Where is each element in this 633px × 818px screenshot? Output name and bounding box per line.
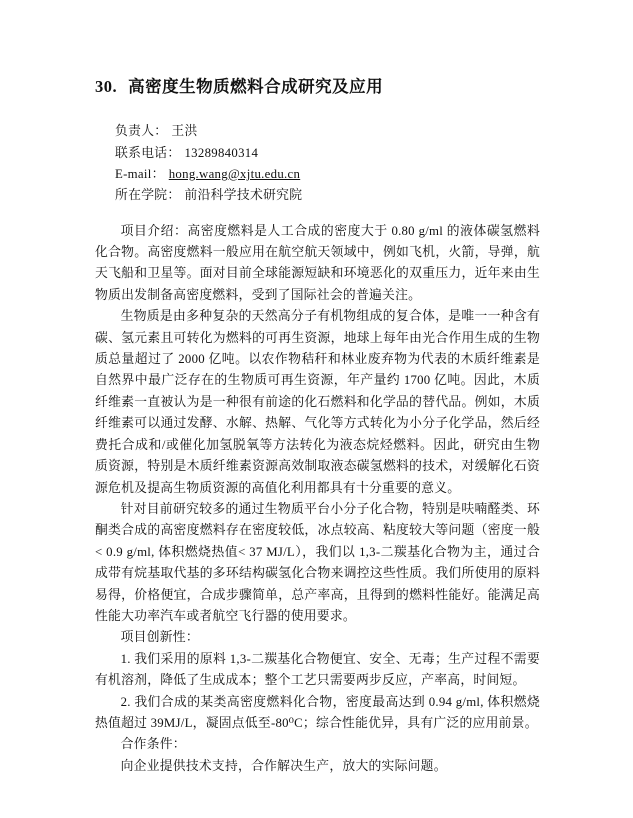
paragraph-biomass-background: 生物质是由多种复杂的天然高分子有机物组成的复合体，是唯一一种含有碳、氢元素且可转化为燃料的可再生资源，地球上每年由光合作用生成的生物质总量超过了 2000 亿吨。以农作物秸秆和林业废弃物为代表的木质纤维素是自然界中最广泛存在的生物质可再生资源，年产量约 1700 亿吨。因此，木质纤维素一直被认为是一种很有前途的化石燃料和化学品的替代品。例如，木质纤维素可以通过发酵、水解、热解、气化等方式转化为小分子化学品，然后经费托合成和/或催化加氢脱氧等方法转化为液态烷烃燃料。因此，研究由生物质资源，特别是木质纤维素资源高效制取液态碳氢燃料的技术，对缓解化石资源危机及提高生物质资源的高值化利用都具有十分重要的意义。 <box>95 309 540 495</box>
heading-innovation: 项目创新性： <box>120 630 199 645</box>
document-body <box>95 221 540 778</box>
paragraph-research-approach: 针对目前研究较多的通过生物质平台小分子化合物，特别是呋喃醛类、环酮类合成的高密度燃料存在密度较低，冰点较高、粘度较大等问题（密度一般< 0.9 g/ml, 体积燃烧热值< 37 MJ/L），我们以 1,3-二羰基化合物为主，通过合成带有烷基取代基的多环结构碳氢化合物来调控这些性质。我们所使用的原料易得，价格便宜，合成步骤简单，总产率高，且得到的燃料性能好。能满足高性能大功率汽车或者航空飞行器的使用要求。 <box>95 501 540 623</box>
phone-value: 13289840314 <box>184 145 259 160</box>
info-line-phone <box>115 143 540 164</box>
document-title <box>95 76 540 97</box>
phone-label: 联系电话： <box>115 145 181 160</box>
email-label: E-mail： <box>115 167 165 182</box>
paragraph-project-intro: 项目介绍：高密度燃料是人工合成的密度大于 0.80 g/ml 的液体碳氢燃料化合物。高密度燃料一般应用在航空航天领域中，例如飞机，火箭，导弹，航天飞船和卫星等。面对目前全球能源短缺和环境恶化的双重压力，近年来由生物质出发制备高密度燃料，受到了国际社会的普遍关注。 <box>95 223 540 302</box>
leader-value: 王洪 <box>171 124 198 139</box>
document-title-text: 高密度生物质燃料合成研究及应用 <box>128 77 384 96</box>
info-line-leader <box>115 121 540 142</box>
school-label: 所在学院： <box>115 188 181 203</box>
school-value: 前沿科学技术研究院 <box>184 188 303 203</box>
contact-info <box>115 121 540 206</box>
email-link[interactable]: hong.wang@xjtu.edu.cn <box>168 167 301 182</box>
info-line-email <box>115 164 540 185</box>
heading-cooperation: 合作条件： <box>120 737 186 752</box>
leader-label: 负责人： <box>115 124 168 139</box>
paragraph-cooperation: 向企业提供技术支持，合作解决生产，放大的实际问题。 <box>120 758 447 773</box>
innovation-item-2: 2. 我们合成的某类高密度燃料化合物，密度最高达到 0.94 g/ml, 体积燃烧热值超过 39MJ/L，凝固点低至-80⁰C；综合性能优异，具有广泛的应用前景。 <box>95 694 540 730</box>
document-number: 30. <box>95 77 118 96</box>
innovation-item-1: 1. 我们采用的原料 1,3-二羰基化合物便宜、安全、无毒；生产过程不需要有机溶剂，降低了生成成本；整个工艺只需要两步反应，产率高，时间短。 <box>95 651 540 688</box>
info-line-school <box>115 185 540 206</box>
